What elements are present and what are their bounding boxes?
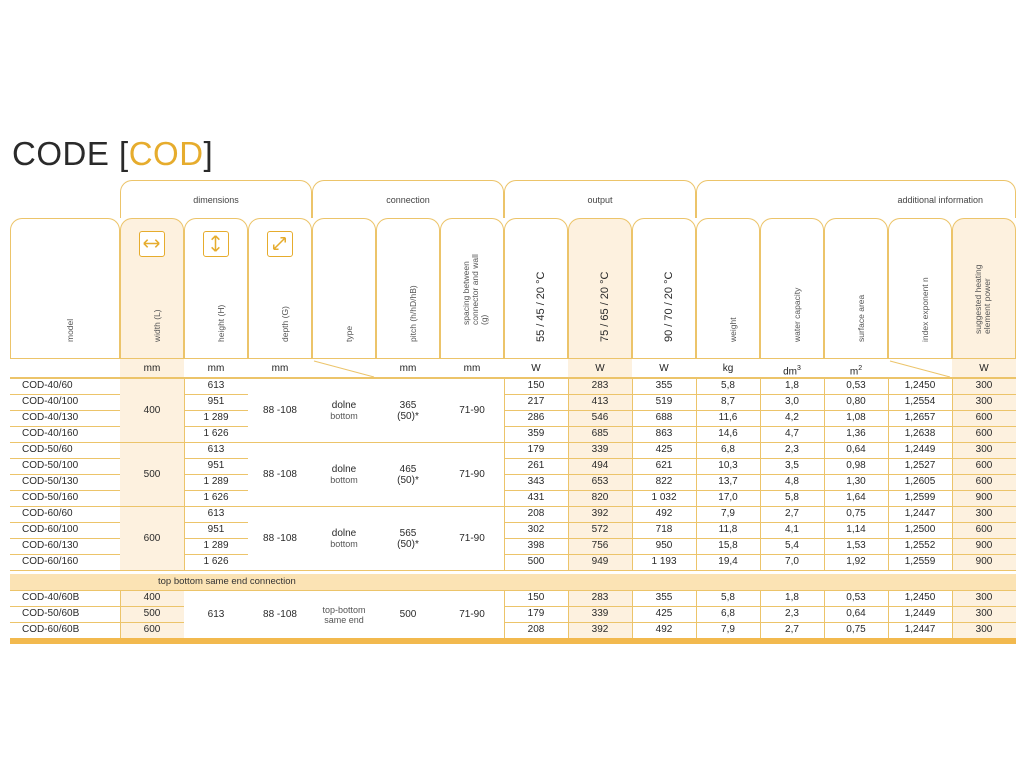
col-label-pitch: pitch (h/hD/hB) [408,285,418,342]
unit-surface [824,358,888,378]
col-label-water: water capacity [792,287,802,342]
col-header-surface [824,218,888,358]
merged-type [312,591,376,638]
cell-o55: 343 [527,476,545,487]
cell-power: 300 [975,396,993,407]
cell-index: 1,2449 [904,444,936,455]
type-subtitle: bottom [330,411,358,421]
col-header-type [312,218,376,358]
cell-power: 300 [975,624,993,635]
cell-o55: 179 [527,444,545,455]
merged-type [312,507,376,570]
cell-o90: 950 [655,540,673,551]
cell-o90: 519 [655,396,673,407]
merged-pitch [376,379,440,442]
cell-water: 7,0 [785,556,799,567]
merged-spacing [440,379,504,442]
col-header-output-75 [568,218,632,358]
cell-o75: 392 [591,508,609,519]
model-name: COD-40/160 [22,428,79,439]
unit-water-sup: 3 [797,365,801,372]
group-output: output [504,180,696,218]
cell-power: 300 [975,592,993,603]
type-value: dolne [331,464,357,475]
cell-water: 3,5 [785,460,799,471]
cell-weight: 19,4 [718,556,738,567]
cell-water: 5,4 [785,540,799,551]
height-value: 613 [207,609,225,620]
cell-index: 1,2638 [904,428,936,439]
cell-o55: 150 [527,592,545,603]
cell-water: 2,3 [785,444,799,455]
depth-value: 88 -108 [263,533,297,544]
type-subtitle: bottom [330,539,358,549]
cell-surface: 1,36 [846,428,866,439]
cell-width: 500 [143,608,161,619]
cell-surface: 0,75 [846,508,866,519]
model-name: COD-60/160 [22,556,79,567]
cell-index: 1,2500 [904,524,936,535]
col-label-weight: weight [728,317,738,342]
cell-weight: 7,9 [721,508,735,519]
cell-o55: 179 [527,608,545,619]
col-label-power: suggested heating element power [973,264,992,334]
cell-weight: 11,8 [718,524,738,535]
cell-weight: 11,6 [718,412,738,423]
cell-power: 600 [975,460,993,471]
cell-water: 2,3 [785,608,799,619]
cell-o55: 302 [527,524,545,535]
col-label-spacing: spacing between connector and wall (g) [461,254,489,325]
pitch-note: (50)* [397,474,419,486]
cell-weight: 14,6 [718,428,738,439]
cell-height: 1 289 [203,412,229,423]
model-name: COD-50/130 [22,476,79,487]
model-name: COD-60/60B [22,624,80,635]
cell-o55: 261 [527,460,545,471]
merged-height [184,591,248,638]
section-band: top bottom same end connection [10,574,1016,590]
cell-o55: 500 [527,556,545,567]
type-value: top-bottom [322,604,366,615]
cell-height: 1 626 [203,428,229,439]
merged-depth [248,443,312,506]
col-label-height: height (H) [216,304,226,342]
merged-depth [248,591,312,638]
cell-water: 5,8 [785,492,799,503]
cell-o75: 546 [591,412,609,423]
cell-index: 1,2552 [904,540,936,551]
cell-weight: 17,0 [718,492,738,503]
merged-width [120,507,184,570]
cell-surface: 0,75 [846,624,866,635]
depth-value: 88 -108 [263,405,297,416]
cell-index: 1,2527 [904,460,936,471]
cell-power: 900 [975,556,993,567]
unit-height: mm [184,358,248,378]
depth-value: 88 -108 [263,469,297,480]
col-label-index: index exponent n [920,277,930,342]
cell-weight: 8,7 [721,396,735,407]
col-header-index [888,218,952,358]
cell-height: 951 [207,460,225,471]
cell-o90: 492 [655,508,673,519]
model-name: COD-40/100 [22,396,79,407]
cell-power: 900 [975,540,993,551]
unit-weight: kg [696,358,760,378]
merged-width [120,379,184,442]
unit-spacing: mm [440,358,504,378]
col-label-surface: surface area [856,294,866,342]
merged-type [312,443,376,506]
cell-o75: 685 [591,428,609,439]
vertical-arrows-icon [203,231,229,257]
cell-o90: 718 [655,524,673,535]
cell-height: 951 [207,396,225,407]
unit-index [888,358,952,378]
cell-o75: 392 [591,624,609,635]
model-name: COD-40/60 [22,380,73,391]
cell-surface: 0,64 [846,444,866,455]
unit-model [10,358,120,378]
spacing-value: 71-90 [459,609,485,620]
model-name: COD-40/130 [22,412,79,423]
cell-o90: 1 193 [651,556,677,567]
cell-power: 300 [975,508,993,519]
model-name: COD-50/100 [22,460,79,471]
cell-height: 613 [207,508,225,519]
col-label-width: width (L) [152,309,162,342]
unit-type [312,358,376,378]
cell-surface: 0,53 [846,380,866,391]
cell-index: 1,2599 [904,492,936,503]
title-suffix: ] [203,135,214,172]
type-subtitle: bottom [330,475,358,485]
unit-surface-sup: 2 [858,365,863,372]
col-header-output-55 [504,218,568,358]
col-header-output-90 [632,218,696,358]
unit-output-75: W [568,358,632,378]
cell-weight: 13,7 [718,476,738,487]
cell-o75: 413 [591,396,609,407]
width-value: 500 [143,469,161,480]
col-header-depth [248,218,312,358]
cell-power: 600 [975,412,993,423]
col-label-type: type [344,325,354,342]
cell-index: 1,2554 [904,396,936,407]
cell-power: 300 [975,608,993,619]
cell-o90: 425 [655,608,673,619]
cell-power: 600 [975,476,993,487]
col-header-model [10,218,120,358]
cell-height: 1 626 [203,556,229,567]
cell-surface: 1,53 [846,540,866,551]
cell-index: 1,2449 [904,608,936,619]
cell-o75: 820 [591,492,609,503]
cell-water: 1,8 [785,592,799,603]
model-name: COD-50/60B [22,608,80,619]
cell-o55: 208 [527,508,545,519]
cell-o75: 756 [591,540,609,551]
cell-index: 1,2450 [904,592,936,603]
merged-depth [248,379,312,442]
group-additional-information: additional information [696,180,1016,218]
col-header-spacing [440,218,504,358]
cell-o90: 355 [655,380,673,391]
cell-water: 4,2 [785,412,799,423]
cell-o75: 494 [591,460,609,471]
cell-height: 1 289 [203,540,229,551]
cell-index: 1,2559 [904,556,936,567]
cell-weight: 7,9 [721,624,735,635]
cell-o55: 208 [527,624,545,635]
cell-o90: 621 [655,460,673,471]
cell-weight: 5,8 [721,380,735,391]
cell-o90: 688 [655,412,673,423]
cell-o75: 283 [591,592,609,603]
col-header-height [184,218,248,358]
cell-surface: 0,53 [846,592,866,603]
cell-surface: 0,80 [846,396,866,407]
model-name: COD-60/60 [22,508,73,519]
unit-pitch: mm [376,358,440,378]
cell-o55: 398 [527,540,545,551]
model-name: COD-60/100 [22,524,79,535]
unit-depth: mm [248,358,312,378]
cell-surface: 1,14 [846,524,866,535]
cell-o90: 492 [655,624,673,635]
cell-surface: 0,64 [846,608,866,619]
title-prefix: CODE [ [12,135,129,172]
merged-spacing [440,591,504,638]
col-label-output-90: 90 / 70 / 20 °C [663,271,675,342]
cell-index: 1,2447 [904,624,936,635]
pitch-value: 465 [399,463,417,475]
group-dimensions: dimensions [120,180,312,218]
unit-power: W [952,358,1016,378]
col-header-power [952,218,1016,358]
cell-power: 300 [975,380,993,391]
cell-water: 4,7 [785,428,799,439]
cell-height: 951 [207,524,225,535]
merged-pitch [376,443,440,506]
page-title [12,134,213,174]
col-header-water [760,218,824,358]
cell-power: 900 [975,492,993,503]
cell-o90: 355 [655,592,673,603]
col-header-width [120,218,184,358]
cell-o55: 217 [527,396,545,407]
type-subtitle: same end [324,614,364,625]
cell-weight: 15,8 [718,540,738,551]
cell-index: 1,2605 [904,476,936,487]
cell-width: 400 [143,592,161,603]
cell-water: 2,7 [785,624,799,635]
cell-height: 613 [207,380,225,391]
pitch-value: 365 [399,399,417,411]
cell-power: 600 [975,428,993,439]
cell-index: 1,2657 [904,412,936,423]
pitch-note: (50)* [397,410,419,422]
model-name: COD-40/60B [22,592,80,603]
cell-o55: 359 [527,428,545,439]
type-value: dolne [331,400,357,411]
cell-weight: 6,8 [721,608,735,619]
cell-surface: 1,64 [846,492,866,503]
pitch-value: 565 [399,527,417,539]
cell-power: 300 [975,444,993,455]
cell-height: 613 [207,444,225,455]
cell-index: 1,2447 [904,508,936,519]
cell-water: 4,1 [785,524,799,535]
cell-power: 600 [975,524,993,535]
unit-output-90: W [632,358,696,378]
cell-o90: 863 [655,428,673,439]
merged-type [312,379,376,442]
depth-value: 88 -108 [263,609,297,620]
width-value: 400 [143,405,161,416]
pitch-note: (50)* [397,538,419,550]
cell-o75: 653 [591,476,609,487]
unit-surface-base: m [849,366,859,378]
merged-pitch [376,507,440,570]
model-name: COD-60/130 [22,540,79,551]
cell-water: 3,0 [785,396,799,407]
type-value: dolne [331,528,357,539]
group-connection: connection [312,180,504,218]
cell-water: 2,7 [785,508,799,519]
cell-water: 1,8 [785,380,799,391]
col-label-depth: depth (G) [280,306,290,342]
cell-o55: 286 [527,412,545,423]
cell-surface: 1,92 [846,556,866,567]
unit-water [760,358,824,378]
merged-pitch [376,591,440,638]
unit-width: mm [120,358,184,378]
spacing-value: 71-90 [459,405,485,416]
row-divider [10,570,1016,571]
diagonal-arrows-icon [267,231,293,257]
cell-width: 600 [143,624,161,635]
title-accent: COD [128,135,204,172]
cell-weight: 6,8 [721,444,735,455]
cell-weight: 5,8 [721,592,735,603]
cell-o90: 425 [655,444,673,455]
col-label-model: model [65,318,75,342]
model-name: COD-50/60 [22,444,73,455]
table-bottom-bar [10,638,1016,644]
horizontal-arrows-icon [139,231,165,257]
col-label-output-55: 55 / 45 / 20 °C [535,271,547,342]
merged-spacing [440,507,504,570]
col-header-weight [696,218,760,358]
cell-o55: 431 [527,492,545,503]
spacing-value: 71-90 [459,469,485,480]
unit-water-base: dm [783,366,797,378]
cell-surface: 1,30 [846,476,866,487]
merged-depth [248,507,312,570]
cell-index: 1,2450 [904,380,936,391]
width-value: 600 [143,533,161,544]
cell-o75: 283 [591,380,609,391]
cell-height: 1 289 [203,476,229,487]
cell-water: 4,8 [785,476,799,487]
unit-output-55: W [504,358,568,378]
cell-height: 1 626 [203,492,229,503]
cell-surface: 0,98 [846,460,866,471]
cell-o75: 339 [591,608,609,619]
units-row [10,358,1016,378]
cell-o75: 339 [591,444,609,455]
pitch-value: 500 [399,609,417,620]
merged-width [120,443,184,506]
model-name: COD-50/160 [22,492,79,503]
cell-surface: 1,08 [846,412,866,423]
spacing-value: 71-90 [459,533,485,544]
cell-o55: 150 [527,380,545,391]
merged-spacing [440,443,504,506]
cell-o90: 1 032 [651,492,677,503]
cell-o90: 822 [655,476,673,487]
cell-o75: 572 [591,524,609,535]
col-header-pitch [376,218,440,358]
cell-weight: 10,3 [718,460,738,471]
cell-o75: 949 [591,556,609,567]
col-label-output-75: 75 / 65 / 20 °C [599,271,611,342]
